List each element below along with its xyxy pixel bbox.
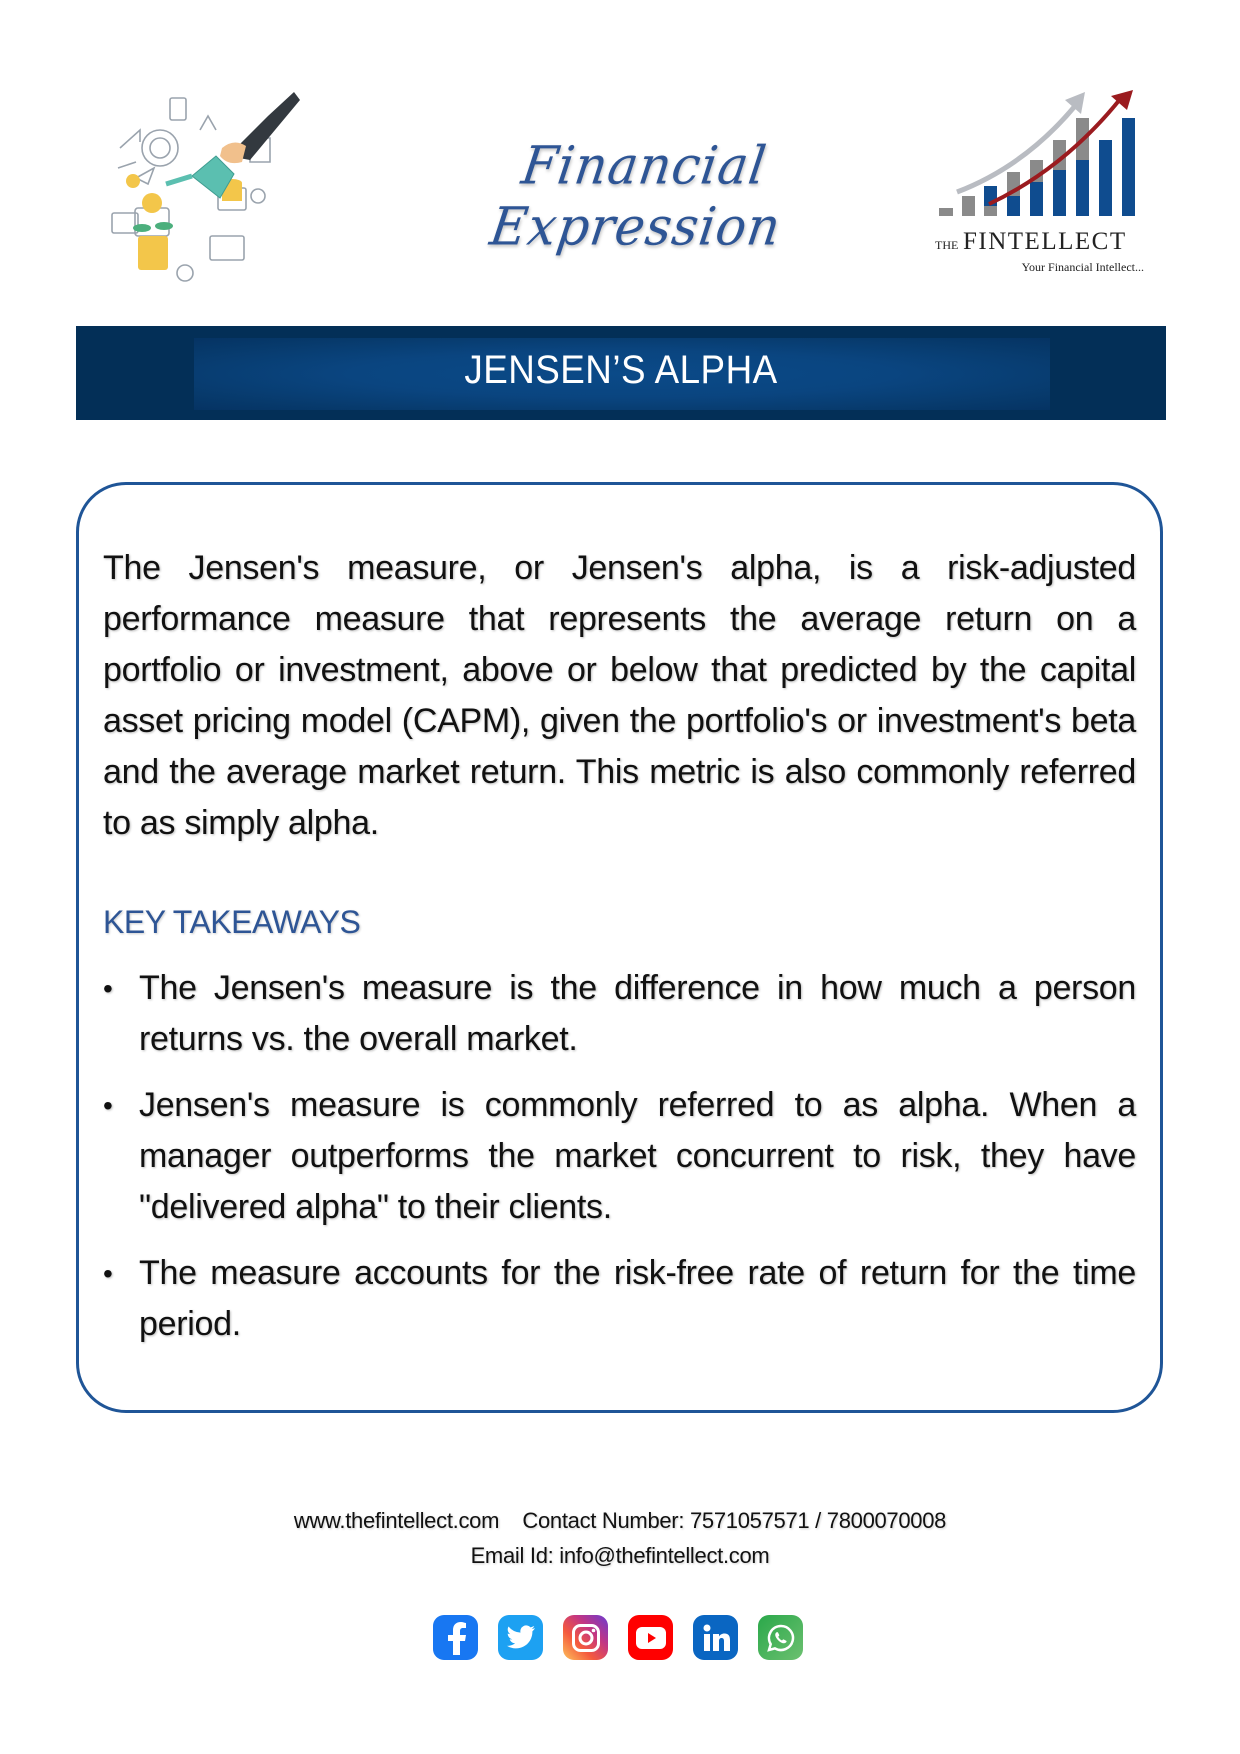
footer-email-line bbox=[0, 1543, 1240, 1569]
bullet-icon: • bbox=[103, 1258, 113, 1289]
youtube-icon bbox=[635, 1626, 667, 1650]
footer-contact-line bbox=[0, 1508, 1240, 1534]
email-label: Email Id: bbox=[470, 1543, 554, 1568]
facebook-button[interactable] bbox=[433, 1615, 478, 1660]
key-takeaways-heading: KEY TAKEAWAYS bbox=[103, 904, 361, 940]
title-banner bbox=[76, 326, 1166, 420]
logo-prefix: THE bbox=[935, 238, 959, 252]
list-item-text: The measure accounts for the risk-free rate of return for the time period. bbox=[139, 1254, 1136, 1343]
linkedin-icon bbox=[701, 1623, 731, 1653]
twitter-button[interactable] bbox=[498, 1615, 543, 1660]
social-links bbox=[433, 1615, 803, 1660]
contact-label: Contact Number: bbox=[522, 1508, 685, 1533]
growth-chart-icon bbox=[935, 88, 1150, 228]
key-takeaways-list bbox=[103, 963, 1136, 1365]
linkedin-button[interactable] bbox=[693, 1615, 738, 1660]
business-growth-illustration bbox=[100, 78, 300, 288]
content-card bbox=[76, 482, 1163, 1413]
fintellect-logo bbox=[935, 88, 1150, 278]
whatsapp-button[interactable] bbox=[758, 1615, 803, 1660]
website-link[interactable]: www.thefintellect.com bbox=[293, 1508, 500, 1533]
instagram-button[interactable] bbox=[563, 1615, 608, 1660]
list-item bbox=[103, 1080, 1136, 1233]
facebook-icon bbox=[443, 1621, 469, 1655]
list-item-text: The Jensen's measure is the difference in how much a person returns vs. the overall market. bbox=[139, 969, 1136, 1058]
list-item bbox=[103, 963, 1136, 1065]
contact-numbers: 7571057571 / 7800070008 bbox=[689, 1508, 947, 1533]
bullet-icon: • bbox=[103, 1090, 113, 1121]
list-item bbox=[103, 1248, 1136, 1350]
email-link[interactable]: info@thefintellect.com bbox=[559, 1543, 770, 1568]
whatsapp-icon bbox=[766, 1623, 796, 1653]
list-item-text: Jensen's measure is commonly referred to as alpha. When a manager outperforms the market concurrent to risk, they have "delivered alpha" to their clients. bbox=[139, 1086, 1136, 1226]
intro-paragraph: The Jensen's measure, or Jensen's alpha, is a risk-adjusted performance measure that represents the average return on a portfolio or investment, above or below that predicted by the capital asset pricing model (CAPM), given the portfolio's or investment's beta and the average market return. This metric is also commonly referred to as simply alpha. bbox=[103, 549, 1136, 842]
instagram-icon bbox=[571, 1623, 601, 1653]
page-title: JENSEN’S ALPHA bbox=[464, 348, 778, 392]
logo-name: FINTELLECT bbox=[963, 228, 1127, 255]
twitter-icon bbox=[506, 1625, 536, 1651]
logo-tagline: Your Financial Intellect... bbox=[1021, 260, 1144, 274]
brand-title: Financial Expression bbox=[486, 135, 785, 257]
youtube-button[interactable] bbox=[628, 1615, 673, 1660]
bullet-icon: • bbox=[103, 973, 113, 1004]
